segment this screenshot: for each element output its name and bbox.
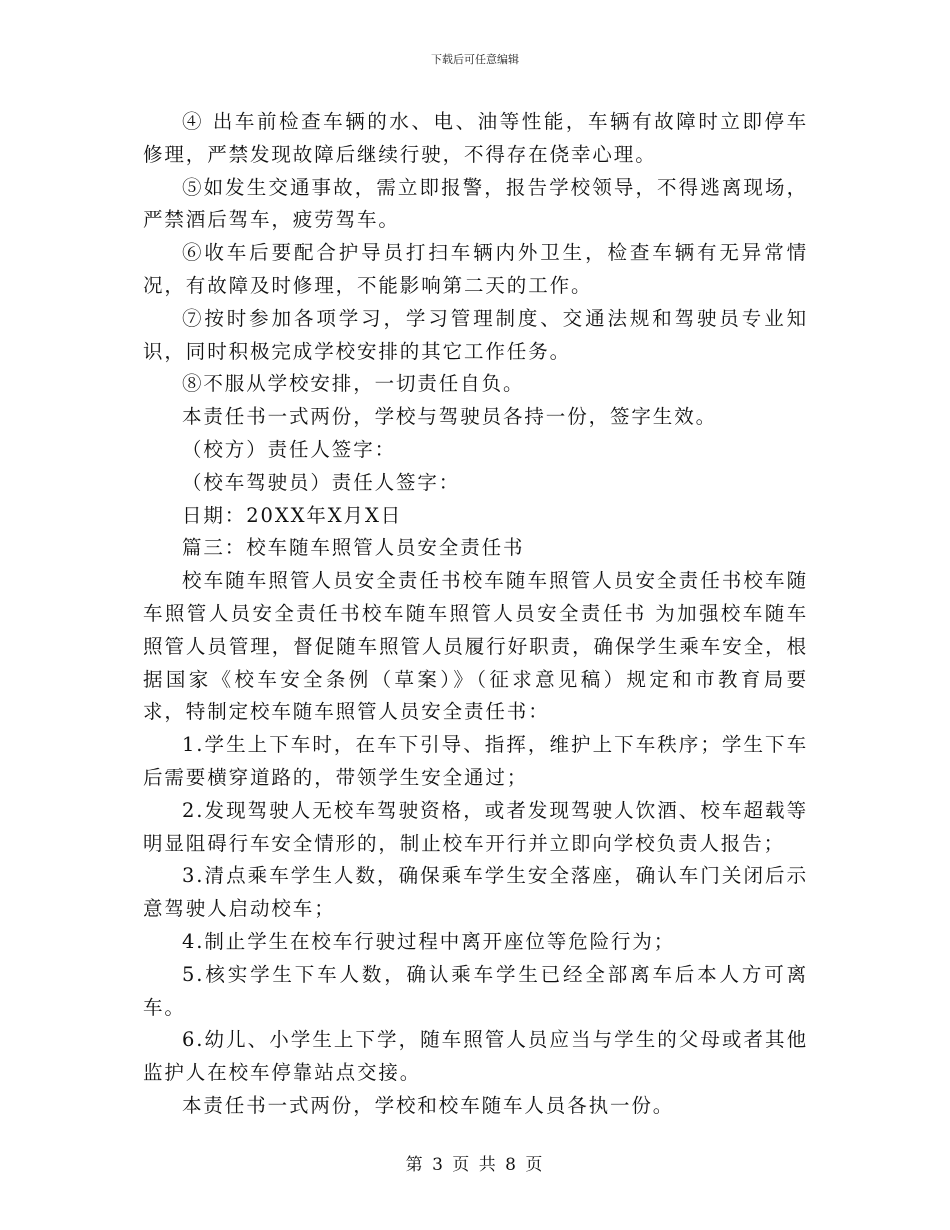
document-body <box>143 106 808 1123</box>
date-line: 日期：20XX年X月X日 <box>182 503 403 527</box>
page-header: 下载后可任意编辑 <box>431 53 519 66</box>
school-signature-line: （校方）责任人签字： <box>182 437 397 461</box>
duty-1: 1.学生上下车时，在车下引导、指挥，维护上下车秩序；学生下车后需要横穿道路的，带领学生安全通过； <box>143 733 808 789</box>
closing-copies-note: 本责任书一式两份，学校和校车随车人员各执一份。 <box>182 1093 675 1117</box>
duty-2: 2.发现驾驶人无校车驾驶资格，或者发现驾驶人饮酒、校车超载等明显阻碍行车安全情形的，制止校车开行并立即向学校负责人报告； <box>143 798 808 855</box>
copies-note: 本责任书一式两份，学校与驾驶员各持一份，签字生效。 <box>182 405 718 429</box>
duty-3: 3.清点乘车学生人数，确保乘车学生安全落座，确认车门关闭后示意驾驶人启动校车； <box>143 864 808 921</box>
duty-5: 5.核实学生下车人数，确认乘车学生已经全部离车后本人方可离车。 <box>143 962 808 1019</box>
clause-8: ⑧不服从学校安排，一切责任自负。 <box>182 372 525 396</box>
clause-5: ⑤如发生交通事故，需立即报警，报告学校领导，不得逃离现场，严禁酒后驾车，疲劳驾车。 <box>143 175 808 232</box>
section-intro: 校车随车照管人员安全责任书校车随车照管人员安全责任书校车随车照管人员安全责任书校车随车照管人员安全责任书 为加强校车随车照管人员管理，督促随车照管人员履行好职责，确保学生乘车安全，根据国家《校车安全条例（草案）》（征求意见稿）规定和市教育局要求，特制定校车随车照管人员安全责任书： <box>143 569 808 724</box>
driver-signature-line: （校车驾驶员）责任人签字： <box>182 470 461 494</box>
section-title: 篇三：校车随车照管人员安全责任书 <box>182 536 525 560</box>
clause-6: ⑥收车后要配合护导员打扫车辆内外卫生，检查车辆有无异常情况，有故障及时修理，不能影响第二天的工作。 <box>143 241 808 297</box>
clause-4: ④ 出车前检查车辆的水、电、油等性能，车辆有故障时立即停车修理，严禁发现故障后继续行驶，不得存在侥幸心理。 <box>143 110 808 166</box>
duty-4: 4.制止学生在校车行驶过程中离开座位等危险行为； <box>182 929 676 953</box>
page-number: 第 3 页 共 8 页 <box>405 1155 545 1175</box>
clause-7: ⑦按时参加各项学习，学习管理制度、交通法规和驾驶员专业知识，同时积极完成学校安排的其它工作任务。 <box>143 306 808 363</box>
duty-6: 6.幼儿、小学生上下学，随车照管人员应当与学生的父母或者其他监护人在校车停靠站点交接。 <box>143 1028 808 1085</box>
